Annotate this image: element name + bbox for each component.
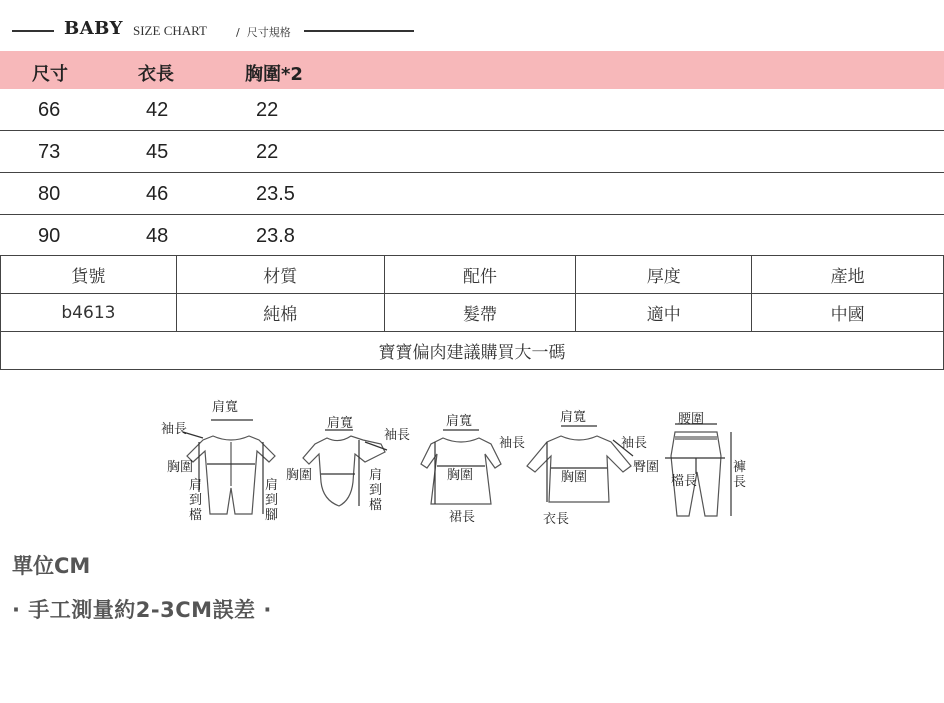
cell-chest: 22 [256, 99, 279, 121]
label-sleeve-length: 袖長 [499, 436, 526, 451]
cell-length: 46 [146, 183, 169, 205]
label-shoulder-width: 肩寬 [446, 414, 473, 429]
brand-label: BABY [64, 18, 123, 39]
label-chest: 胸圍 [286, 468, 313, 483]
label-garment-length: 衣長 [543, 512, 570, 527]
info-header-row [1, 256, 944, 294]
measurement-diagrams [155, 396, 775, 541]
table-row [0, 89, 944, 131]
measurement-error-note: · 手工測量約2-3CM誤差 · [12, 598, 272, 622]
table-row [0, 215, 944, 255]
label-shoulder-to-foot: 肩到腳 [265, 478, 279, 523]
title-rule-right [304, 30, 414, 32]
info-header-material: 材質 [176, 256, 384, 294]
subtitle-label: SIZE CHART [133, 23, 207, 38]
info-accessory: 髮帶 [384, 294, 576, 332]
info-material: 純棉 [176, 294, 384, 332]
title-rule-left [12, 30, 54, 32]
info-header-thickness: 厚度 [576, 256, 752, 294]
cell-length: 48 [146, 225, 169, 247]
dress-illustration [421, 430, 501, 504]
product-info-table [0, 255, 944, 370]
label-sleeve-length: 袖長 [621, 436, 648, 451]
cell-length: 42 [146, 99, 169, 121]
top-illustration [527, 426, 633, 502]
info-note-row [1, 332, 944, 370]
label-sleeve-length: 袖長 [161, 422, 188, 437]
info-value-row [1, 294, 944, 332]
subtitle-zh-label: / 尺寸規格 [236, 26, 291, 39]
label-waist: 腰圍 [678, 412, 705, 427]
cell-chest: 22 [256, 141, 279, 163]
cell-length: 45 [146, 141, 169, 163]
info-header-origin: 產地 [752, 256, 944, 294]
label-pants-length: 褲長 [733, 460, 747, 490]
cell-chest: 23.8 [256, 225, 295, 247]
table-row [0, 173, 944, 215]
label-shoulder-width: 肩寬 [212, 400, 239, 415]
header-chest: 胸圍*2 [245, 64, 303, 85]
info-origin: 中國 [752, 294, 944, 332]
header-size: 尺寸 [32, 64, 68, 85]
label-shoulder-width: 肩寬 [560, 410, 587, 425]
label-sleeve-length: 袖長 [384, 428, 411, 443]
label-shoulder-to-crotch: 肩到檔 [189, 478, 203, 523]
table-row [0, 131, 944, 173]
cell-size: 66 [38, 99, 61, 121]
label-chest: 胸圍 [167, 460, 194, 475]
info-header-sku: 貨號 [1, 256, 177, 294]
cell-size: 90 [38, 225, 61, 247]
cell-chest: 23.5 [256, 183, 295, 205]
size-table-header [0, 51, 944, 89]
unit-label: 單位CM [12, 554, 91, 578]
label-crotch-length: 檔長 [671, 474, 698, 489]
label-skirt-length: 裙長 [449, 510, 476, 525]
cell-size: 80 [38, 183, 61, 205]
label-hip: 臀圍 [633, 460, 660, 475]
label-chest: 胸圍 [561, 470, 588, 485]
info-header-accessory: 配件 [384, 256, 576, 294]
header-length: 衣長 [138, 64, 174, 85]
cell-size: 73 [38, 141, 61, 163]
info-sku: b4613 [1, 294, 177, 332]
label-chest: 胸圍 [447, 468, 474, 483]
label-shoulder-width: 肩寬 [327, 416, 354, 431]
label-shoulder-to-crotch: 肩到檔 [369, 468, 383, 513]
pants-illustration [665, 424, 731, 516]
size-chart-title [12, 18, 432, 42]
size-advice-note: 寶寶偏肉建議購買大一碼 [1, 332, 944, 370]
info-thickness: 適中 [576, 294, 752, 332]
